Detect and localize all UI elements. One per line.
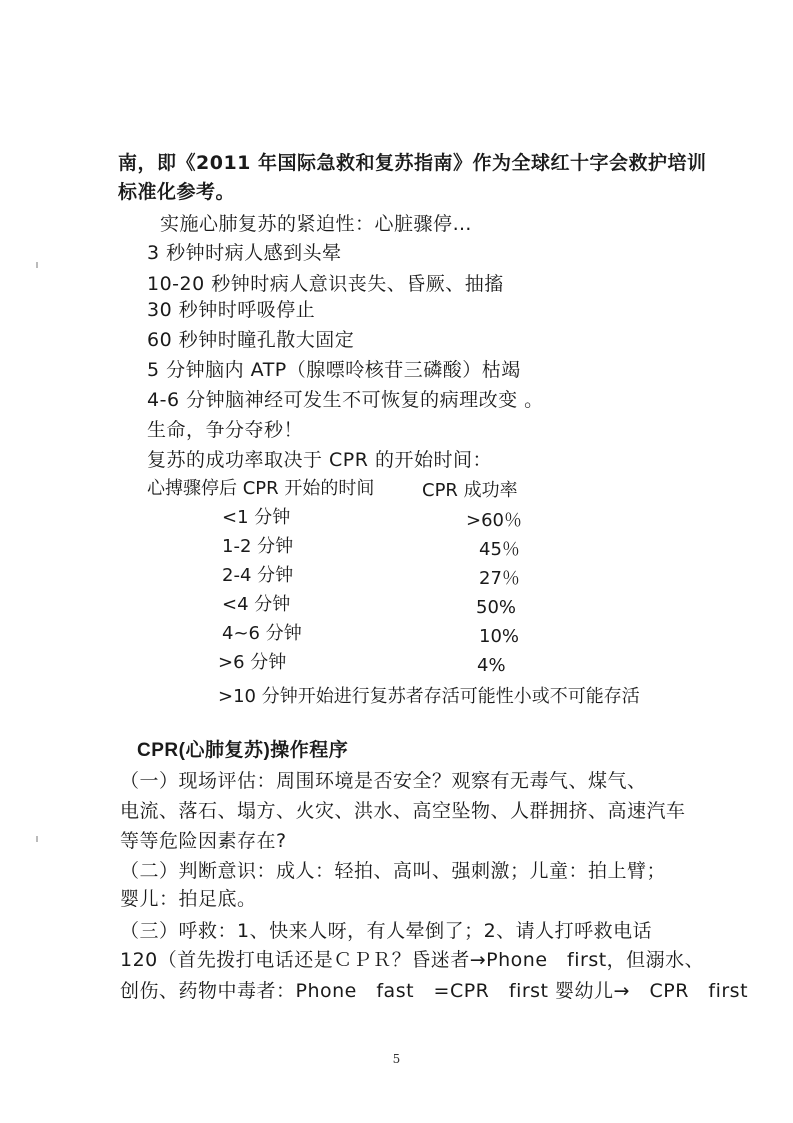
step1-line: 电流、落石、塌方、火灾、洪水、高空坠物、人群拥挤、高速汽车 — [120, 800, 686, 822]
urgency-item: 5 分钟脑内 ATP（腺嘌呤核苷三磷酸）枯竭 — [147, 359, 521, 381]
paragraph-line: 标准化参考。 — [118, 181, 236, 203]
table-cell-rate: >60％ — [466, 510, 522, 531]
step1-line: 等等危险因素存在? — [120, 830, 287, 852]
slogan: 生命，争分夺秒！ — [147, 419, 304, 441]
page-number: 5 — [392, 1052, 401, 1066]
scan-speck — [36, 262, 38, 268]
procedure-title: CPR(心肺复苏)操作程序 — [137, 740, 349, 761]
table-cell-rate: 4% — [477, 655, 506, 676]
table-cell-time: 1-2 分钟 — [222, 536, 294, 557]
urgency-item: 30 秒钟时呼吸停止 — [147, 299, 316, 321]
urgency-item: 60 秒钟时瞳孔散大固定 — [147, 329, 355, 351]
table-cell-rate: 10% — [479, 626, 520, 647]
table-cell-time: <4 分钟 — [222, 594, 291, 615]
table-cell-rate: 45％ — [479, 539, 520, 560]
table-header-time: 心搏骤停后 CPR 开始的时间 — [147, 478, 375, 499]
scan-speck — [36, 836, 38, 842]
table-cell-time: <1 分钟 — [222, 507, 291, 528]
step3-line: 创伤、药物中毒者：Phone fast =CPR first 婴幼儿→ CPR first — [120, 980, 749, 1002]
table-cell-time: 2-4 分钟 — [222, 565, 294, 586]
step2-line: （二）判断意识：成人：轻拍、高叫、强刺激；儿童：拍上臂； — [120, 860, 667, 882]
urgency-item: 4-6 分钟脑神经可发生不可恢复的病理改变 。 — [147, 389, 544, 411]
urgency-item: 10-20 秒钟时病人意识丧失、昏厥、抽搐 — [147, 273, 504, 295]
table-footnote: >10 分钟开始进行复苏者存活可能性小或不可能存活 — [218, 686, 640, 707]
table-cell-rate: 50% — [476, 597, 517, 618]
table-header-rate: CPR 成功率 — [422, 480, 518, 501]
step2-line: 婴儿：拍足底。 — [120, 888, 257, 910]
table-cell-time: 4~6 分钟 — [222, 623, 302, 644]
table-cell-time: >6 分钟 — [218, 652, 287, 673]
step3-line: （三）呼救：1、快来人呀，有人晕倒了；2、请人打呼救电话 — [120, 920, 653, 942]
table-cell-rate: 27％ — [479, 568, 520, 589]
paragraph-line: 南，即《2011 年国际急救和复苏指南》作为全球红十字会救护培训 — [118, 152, 707, 174]
step1-line: （一）现场评估：周围环境是否安全？观察有无毒气、煤气、 — [120, 770, 647, 792]
urgency-item: 3 秒钟时病人感到头晕 — [147, 242, 342, 264]
step3-line: 120（首先拨打电话还是ＣＰＲ？昏迷者→Phone first，但溺水、 — [120, 949, 705, 971]
urgency-intro: 实施心肺复苏的紧迫性：心脏骤停… — [160, 213, 473, 235]
success-intro: 复苏的成功率取决于 CPR 的开始时间： — [147, 449, 493, 471]
